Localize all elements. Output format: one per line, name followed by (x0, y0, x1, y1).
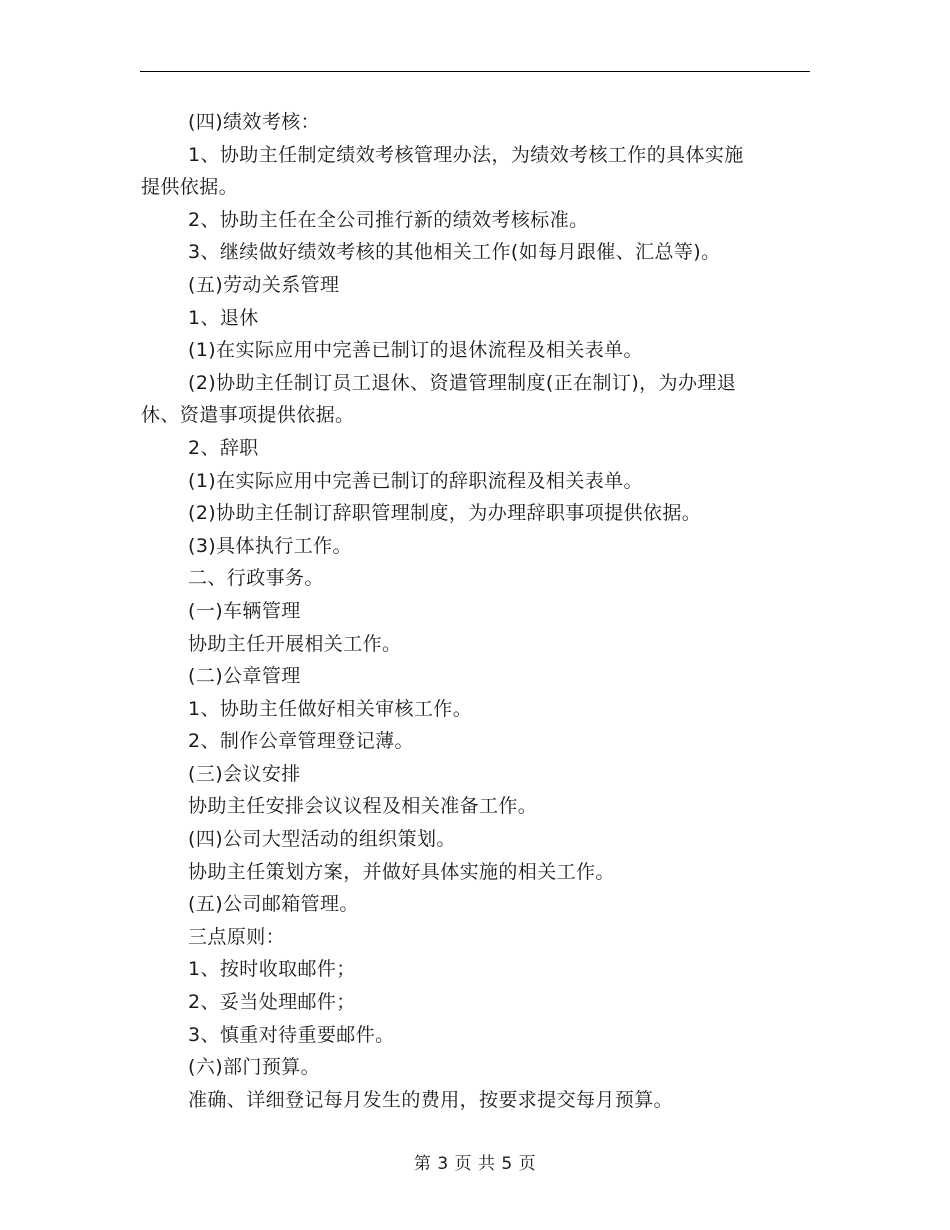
paragraph-line-continued: 提供依据。 (141, 176, 239, 199)
section-heading: (五)劳动关系管理 (188, 273, 340, 296)
page-number-label: 第 3 页 共 5 页 (413, 1154, 537, 1174)
section-heading: (二)公章管理 (188, 665, 301, 688)
paragraph-line: 3、继续做好绩效考核的其他相关工作(如每月跟催、汇总等)。 (188, 241, 721, 264)
section-heading: (四)绩效考核： (188, 111, 321, 133)
chapter-heading: 二、行政事务。 (188, 567, 324, 590)
paragraph-line: 三点原则： (188, 925, 286, 948)
paragraph-line-continued: 休、资遣事项提供依据。 (141, 404, 355, 427)
list-item: 3、慎重对待重要邮件。 (188, 1023, 395, 1046)
paragraph-line: (1)在实际应用中完善已制订的退休流程及相关表单。 (188, 339, 643, 362)
paragraph-line: 准确、详细登记每月发生的费用，按要求提交每月预算。 (188, 1088, 674, 1111)
paragraph-line: 协助主任策划方案，并做好具体实施的相关工作。 (188, 860, 615, 883)
section-heading: (五)公司邮箱管理。 (188, 893, 359, 916)
document-body (141, 106, 811, 1116)
section-heading: (三)会议安排 (188, 762, 301, 785)
section-heading: (一)车辆管理 (188, 599, 301, 622)
paragraph-line: 2、协助主任在全公司推行新的绩效考核标准。 (188, 208, 589, 231)
list-item: 1、按时收取邮件； (188, 958, 356, 981)
paragraph-line: (2)协助主任制订辞职管理制度，为办理辞职事项提供依据。 (188, 502, 702, 525)
paragraph-line: 1、协助主任做好相关审核工作。 (188, 697, 473, 720)
subsection-heading: 2、辞职 (188, 436, 259, 459)
section-heading: (六)部门预算。 (188, 1056, 321, 1079)
header-rule (140, 71, 810, 72)
page-footer (0, 1152, 950, 1176)
list-item: 2、妥当处理邮件； (188, 991, 356, 1014)
paragraph-line: 2、制作公章管理登记薄。 (188, 730, 414, 753)
subsection-heading: 1、退休 (188, 306, 259, 329)
paragraph-line: (2)协助主任制订员工退休、资遣管理制度(正在制订)，为办理退 (188, 371, 737, 394)
paragraph-line: (1)在实际应用中完善已制订的辞职流程及相关表单。 (188, 469, 643, 492)
section-heading: (四)公司大型活动的组织策划。 (188, 828, 456, 851)
paragraph-line: 协助主任安排会议议程及相关准备工作。 (188, 795, 538, 818)
paragraph-line: (3)具体执行工作。 (188, 534, 352, 557)
paragraph-line: 协助主任开展相关工作。 (188, 632, 402, 655)
paragraph-line: 1、协助主任制定绩效考核管理办法，为绩效考核工作的具体实施 (188, 143, 744, 166)
